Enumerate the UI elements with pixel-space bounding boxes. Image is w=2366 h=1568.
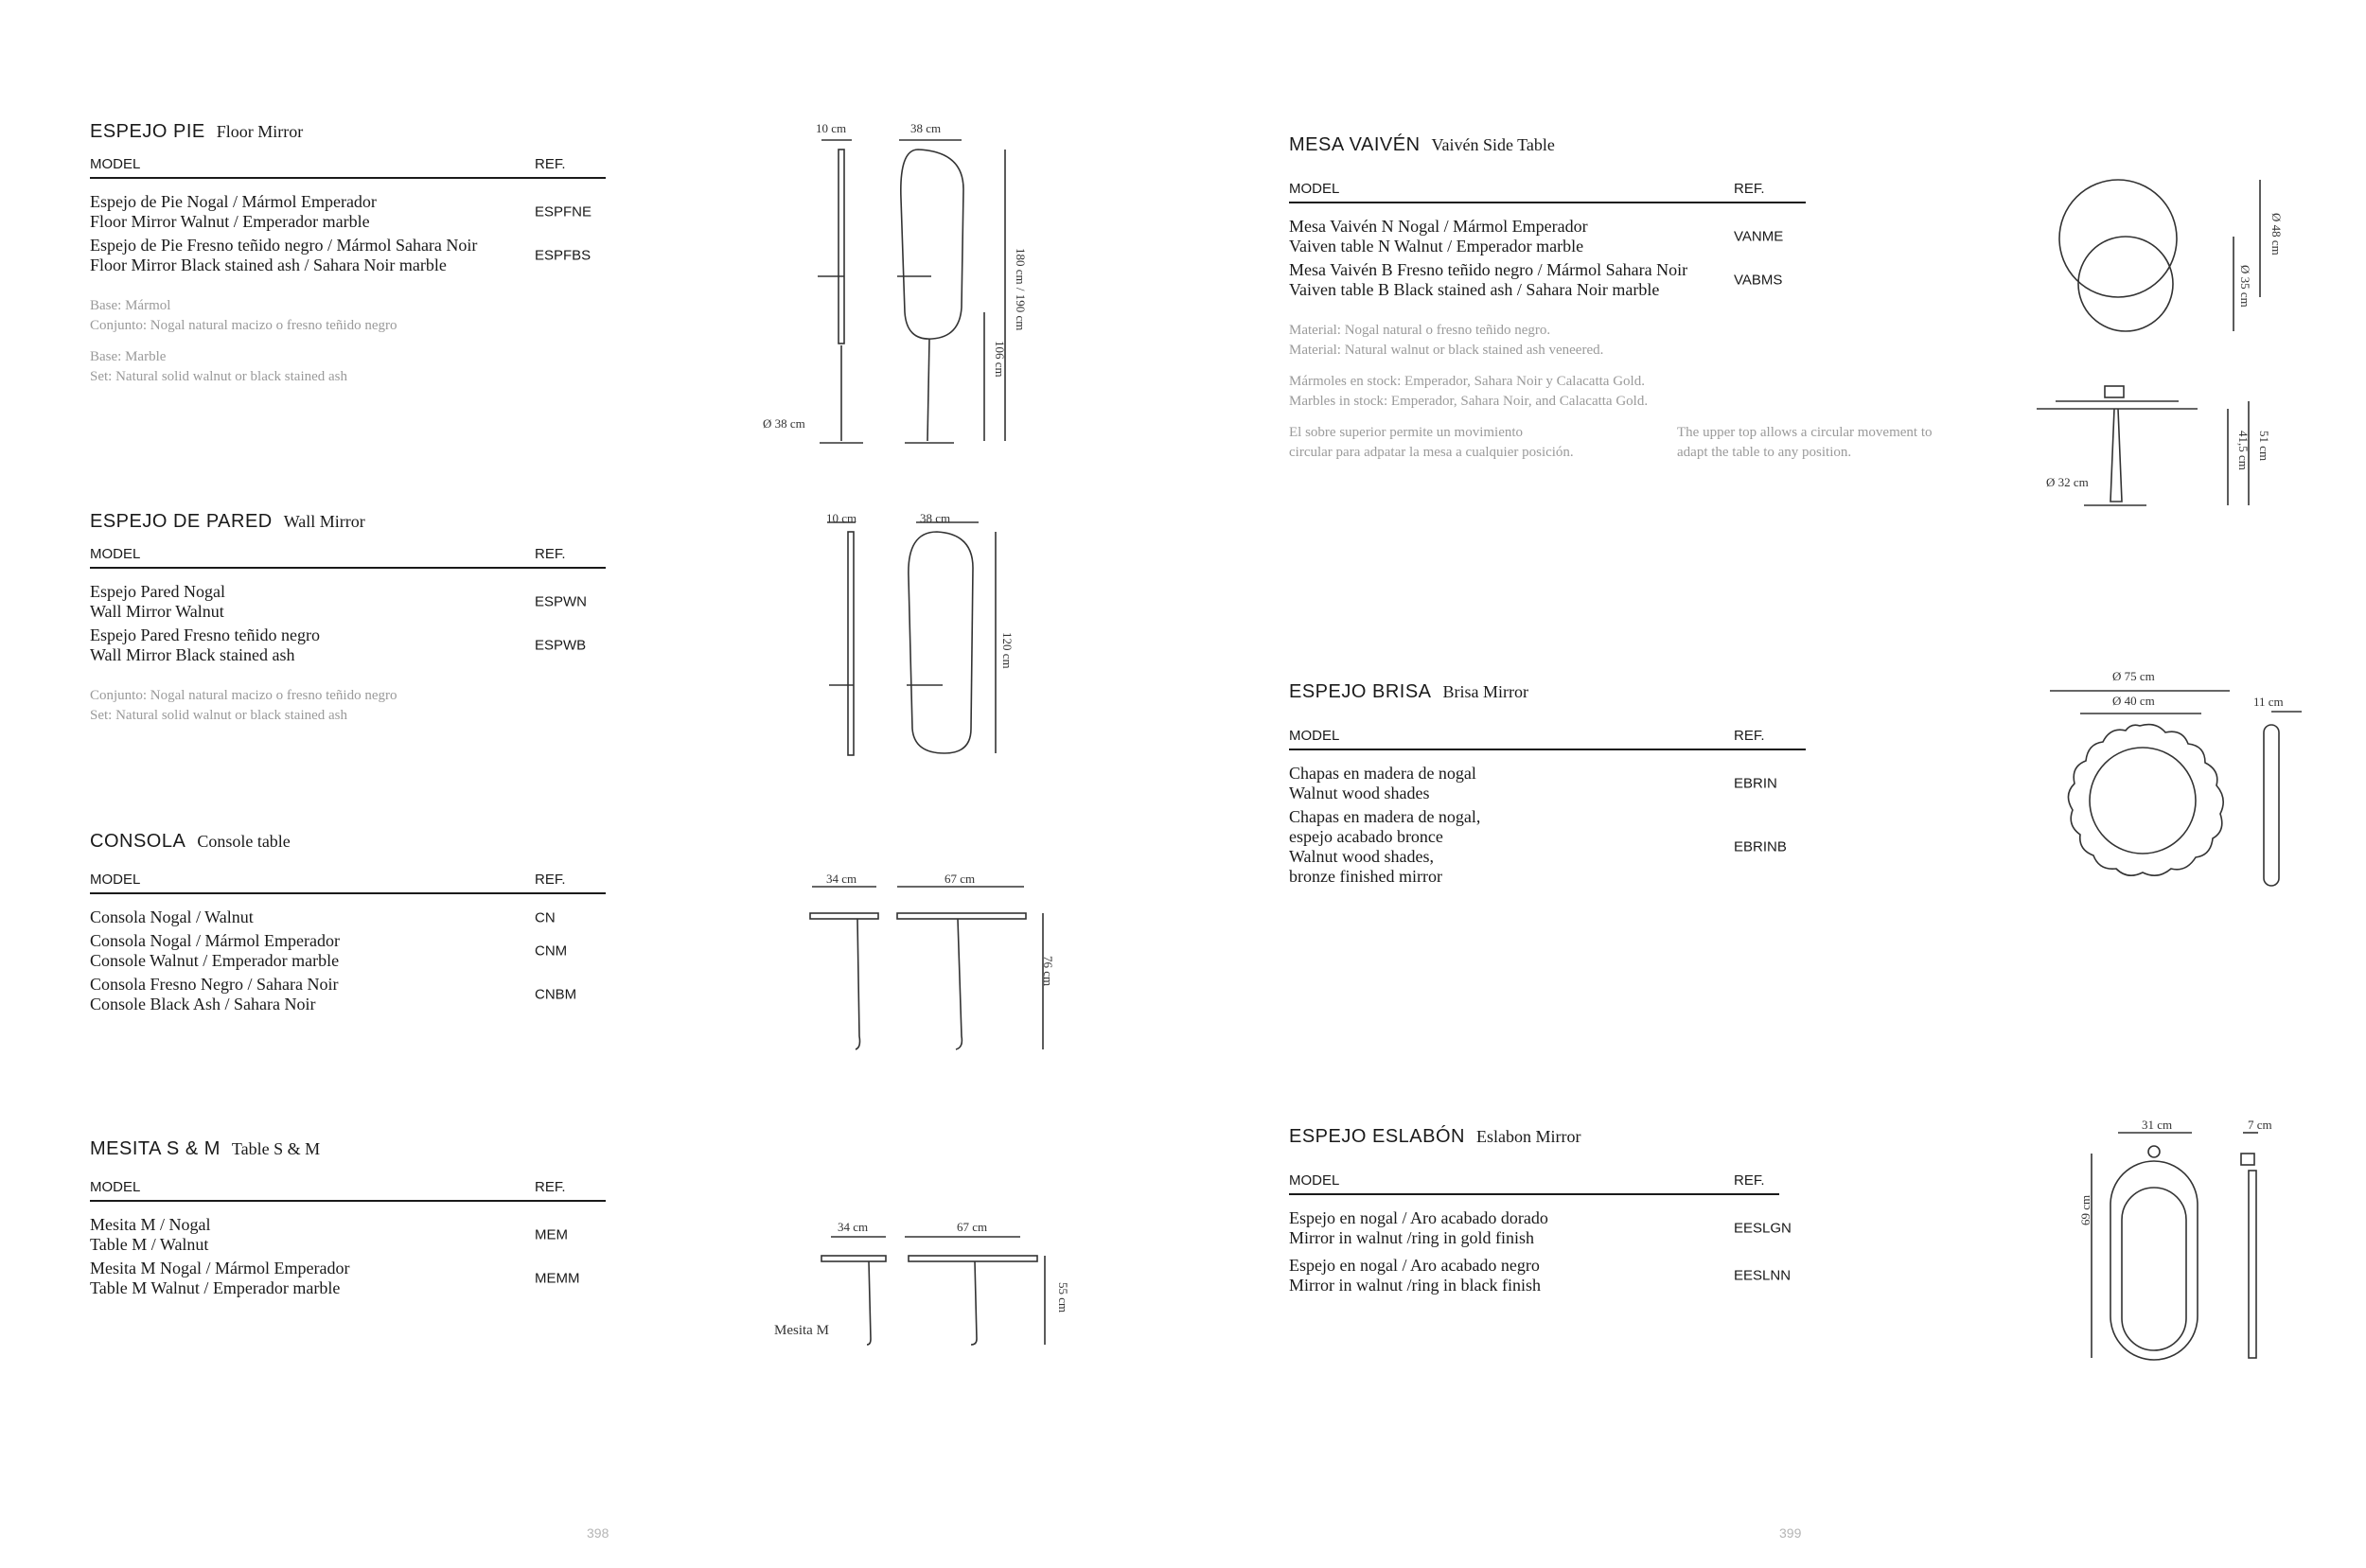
note-line: circular para adpatar la mesa a cualquier posición.: [1289, 445, 1574, 460]
model-es: Mesita M / Nogal: [90, 1215, 211, 1234]
title-en: Table S & M: [231, 1139, 321, 1158]
note-line: The upper top allows a circular movement to: [1677, 425, 1933, 440]
ref-code: EESLNN: [1734, 1267, 1792, 1284]
table-row: [90, 625, 606, 665]
section-title: [1289, 681, 1806, 703]
model-es: Espejo en nogal / Aro acabado dorado: [1289, 1208, 1548, 1227]
title-en: Eslabon Mirror: [1475, 1127, 1581, 1146]
dim-label: Ø 38 cm: [763, 416, 805, 431]
header-ref: REF.: [535, 1179, 566, 1195]
title-en: Wall Mirror: [283, 512, 365, 531]
dim-label: Ø 75 cm: [2112, 669, 2155, 683]
table-row: [1289, 217, 1806, 256]
ref-code: EESLGN: [1734, 1220, 1792, 1237]
table-row: [1289, 1256, 1792, 1295]
model-es: Consola Fresno Negro / Sahara Noir: [90, 975, 339, 994]
section-title: [90, 511, 606, 533]
title-es: ESPEJO DE PARED: [90, 511, 273, 532]
note-line: Material: Nogal natural o fresno teñido negro.: [1289, 323, 1551, 338]
model-en: Console Walnut / Emperador marble: [90, 951, 340, 970]
title-en: Floor Mirror: [216, 122, 304, 141]
model-en: Vaiven table N Walnut / Emperador marble: [1289, 237, 1584, 255]
section-title: [90, 1138, 606, 1160]
header-model: MODEL: [90, 156, 141, 172]
header-ref: REF.: [1734, 728, 1765, 744]
model-en: Mirror in walnut /ring in gold finish: [1289, 1228, 1534, 1247]
table-row: [90, 931, 606, 971]
page-number-left: 398: [587, 1525, 609, 1541]
section-title: [90, 831, 606, 853]
title-es: ESPEJO BRISA: [1289, 681, 1432, 702]
note-line: Conjunto: Nogal natural macizo o fresno teñido negro: [90, 318, 397, 333]
title-es: ESPEJO ESLABÓN: [1289, 1126, 1465, 1147]
model-es: Mesita M Nogal / Mármol Emperador: [90, 1259, 350, 1277]
mesita-drawing: [814, 1235, 1051, 1348]
drawing-caption: Mesita M: [774, 1323, 829, 1338]
title-en: Vaivén Side Table: [1431, 135, 1555, 154]
table-row: [1289, 260, 1806, 300]
note-line: Mármoles en stock: Emperador, Sahara Noir y Calacatta Gold.: [1289, 374, 1645, 389]
dim-label: 51 cm: [2257, 431, 2271, 462]
table-header: [1289, 177, 1806, 203]
table-row: [90, 1259, 606, 1298]
note-line: Base: Mármol: [90, 298, 171, 313]
model-en: Mirror in walnut /ring in black finish: [1289, 1276, 1541, 1295]
title-en: Brisa Mirror: [1442, 682, 1528, 701]
dim-label: 38 cm: [910, 121, 942, 135]
note-line: Conjunto: Nogal natural macizo o fresno teñido negro: [90, 688, 397, 703]
table-header: [90, 1175, 606, 1202]
model-es: Espejo Pared Nogal: [90, 582, 225, 601]
table-row: [90, 236, 606, 275]
note-line: Material: Natural walnut or black stained ash veneered.: [1289, 343, 1604, 358]
model-es: Mesa Vaivén B Fresno teñido negro / Mármol Sahara Noir: [1289, 260, 1688, 279]
table-row: [90, 975, 606, 1014]
wall-mirror-drawing: [814, 520, 1022, 766]
table-row: [1289, 764, 1806, 803]
ref-code: CNBM: [535, 986, 577, 1003]
header-model: MODEL: [1289, 1172, 1340, 1189]
header-ref: REF.: [1734, 181, 1765, 197]
dim-label: 10 cm: [816, 121, 847, 135]
model-en: Floor Mirror Walnut / Emperador marble: [90, 212, 370, 231]
ref-code: ESPWB: [535, 637, 587, 654]
dim-label: 7 cm: [2248, 1118, 2272, 1132]
table-header: [90, 152, 606, 179]
eslabon-mirror-drawing: [2082, 1131, 2290, 1367]
header-ref: REF.: [535, 872, 566, 888]
dim-label: 34 cm: [838, 1220, 869, 1234]
material-notes: [90, 296, 606, 387]
header-ref: REF.: [535, 156, 566, 172]
ref-code: ESPWN: [535, 593, 588, 610]
note-en: [1677, 423, 2027, 463]
dim-label: 76 cm: [1041, 956, 1055, 987]
note-line: Base: Marble: [90, 349, 167, 364]
dim-label: Ø 48 cm: [2269, 213, 2284, 255]
section-title: [1289, 134, 2046, 156]
note-line: Marbles in stock: Emperador, Sahara Noir, and Calacatta Gold.: [1289, 394, 1649, 409]
dim-label: 67 cm: [945, 872, 976, 886]
model-en: Table M / Walnut: [90, 1235, 209, 1254]
ref-code: CN: [535, 909, 556, 925]
model-es: Espejo de Pie Fresno teñido negro / Mármol Sahara Noir: [90, 236, 478, 255]
table-header: [1289, 724, 1806, 750]
model-line: Walnut wood shades: [1289, 784, 1430, 802]
model-line: Walnut wood shades,: [1289, 847, 1435, 866]
section-consola: [90, 831, 606, 1018]
dim-label: 38 cm: [920, 511, 951, 525]
table-row: [90, 192, 606, 232]
header-model: MODEL: [90, 546, 141, 562]
console-drawing: [804, 885, 1051, 1055]
model-line: bronze finished mirror: [1289, 867, 1442, 886]
table-row: [90, 907, 606, 927]
note-line: El sobre superior permite un movimiento: [1289, 425, 1524, 440]
floor-mirror-drawing: [757, 123, 1041, 454]
note-line: adapt the table to any position.: [1677, 445, 1852, 460]
dim-label: 10 cm: [826, 511, 857, 525]
model-en: Table M Walnut / Emperador marble: [90, 1278, 341, 1297]
title-es: MESA VAIVÉN: [1289, 134, 1421, 155]
section-espejo-brisa: [1289, 681, 1806, 890]
dim-label: 55 cm: [1056, 1282, 1070, 1313]
title-es: CONSOLA: [90, 831, 186, 852]
title-es: ESPEJO PIE: [90, 121, 205, 142]
dim-label: 34 cm: [826, 872, 857, 886]
dim-label: 31 cm: [2142, 1118, 2173, 1132]
table-row: [1289, 807, 1806, 887]
section-title: [90, 121, 606, 143]
table-header: [1289, 1169, 1779, 1195]
ref-code: ESPFNE: [535, 203, 592, 220]
ref-code: VABMS: [1734, 272, 1783, 289]
material-notes: [1289, 321, 2046, 463]
dim-label: 11 cm: [2253, 695, 2284, 709]
dim-label: 120 cm: [1000, 632, 1015, 669]
ref-code: ESPFBS: [535, 247, 592, 264]
dim-label: 180 cm / 190 cm: [1014, 248, 1028, 331]
ref-code: EBRINB: [1734, 838, 1787, 855]
note-line: Set: Natural solid walnut or black stained ash: [90, 369, 348, 384]
brisa-mirror-drawing: [2044, 683, 2290, 910]
section-title: [1289, 1126, 1779, 1148]
dim-label: 69 cm: [2078, 1194, 2092, 1225]
header-model: MODEL: [1289, 181, 1340, 197]
material-notes: [90, 686, 606, 726]
table-row: [1289, 1208, 1792, 1248]
section-mesa-vaiven: [1289, 134, 2046, 463]
dim-label: 106 cm: [993, 341, 1007, 378]
dim-label: Ø 32 cm: [2046, 475, 2089, 489]
header-ref: REF.: [535, 546, 566, 562]
dim-label: Ø 35 cm: [2238, 265, 2252, 308]
table-header: [90, 868, 606, 894]
model-en: Wall Mirror Walnut: [90, 602, 224, 621]
header-model: MODEL: [1289, 728, 1340, 744]
model-en: Console Black Ash / Sahara Noir: [90, 995, 316, 1013]
ref-code: VANME: [1734, 228, 1784, 245]
model-es: Consola Nogal / Walnut: [90, 907, 254, 926]
model-es: Mesa Vaivén N Nogal / Mármol Emperador: [1289, 217, 1588, 236]
section-espejo-pie: [90, 121, 606, 398]
model-line: espejo acabado bronce: [1289, 827, 1443, 846]
note-es: [1289, 423, 1639, 463]
model-en: Wall Mirror Black stained ash: [90, 645, 295, 664]
table-header: [90, 542, 606, 569]
title-en: Console table: [197, 832, 291, 851]
model-line: Chapas en madera de nogal: [1289, 764, 1476, 783]
dim-label: 67 cm: [957, 1220, 988, 1234]
page-number-right: 399: [1779, 1525, 1802, 1541]
header-ref: REF.: [1734, 1172, 1765, 1189]
section-espejo-eslabon: [1289, 1126, 1792, 1299]
header-model: MODEL: [90, 1179, 141, 1195]
model-en: Vaiven table B Black stained ash / Sahara Noir marble: [1289, 280, 1660, 299]
header-model: MODEL: [90, 872, 141, 888]
section-espejo-pared: [90, 511, 606, 737]
ref-code: EBRIN: [1734, 775, 1777, 792]
dim-label: Ø 40 cm: [2112, 694, 2155, 708]
note-line: Set: Natural solid walnut or black stained ash: [90, 708, 348, 723]
title-es: MESITA S & M: [90, 1138, 221, 1159]
ref-code: MEMM: [535, 1270, 580, 1287]
dim-label: 41,5 cm: [2236, 431, 2251, 470]
model-es: Consola Nogal / Mármol Emperador: [90, 931, 340, 950]
model-es: Espejo en nogal / Aro acabado negro: [1289, 1256, 1540, 1275]
model-line: Chapas en madera de nogal,: [1289, 807, 1481, 826]
table-row: [90, 1215, 606, 1255]
model-es: Espejo de Pie Nogal / Mármol Emperador: [90, 192, 377, 211]
model-es: Espejo Pared Fresno teñido negro: [90, 625, 320, 644]
model-en: Floor Mirror Black stained ash / Sahara Noir marble: [90, 255, 447, 274]
section-mesita: [90, 1138, 606, 1302]
table-row: [90, 582, 606, 622]
ref-code: CNM: [535, 943, 568, 960]
ref-code: MEM: [535, 1226, 568, 1243]
